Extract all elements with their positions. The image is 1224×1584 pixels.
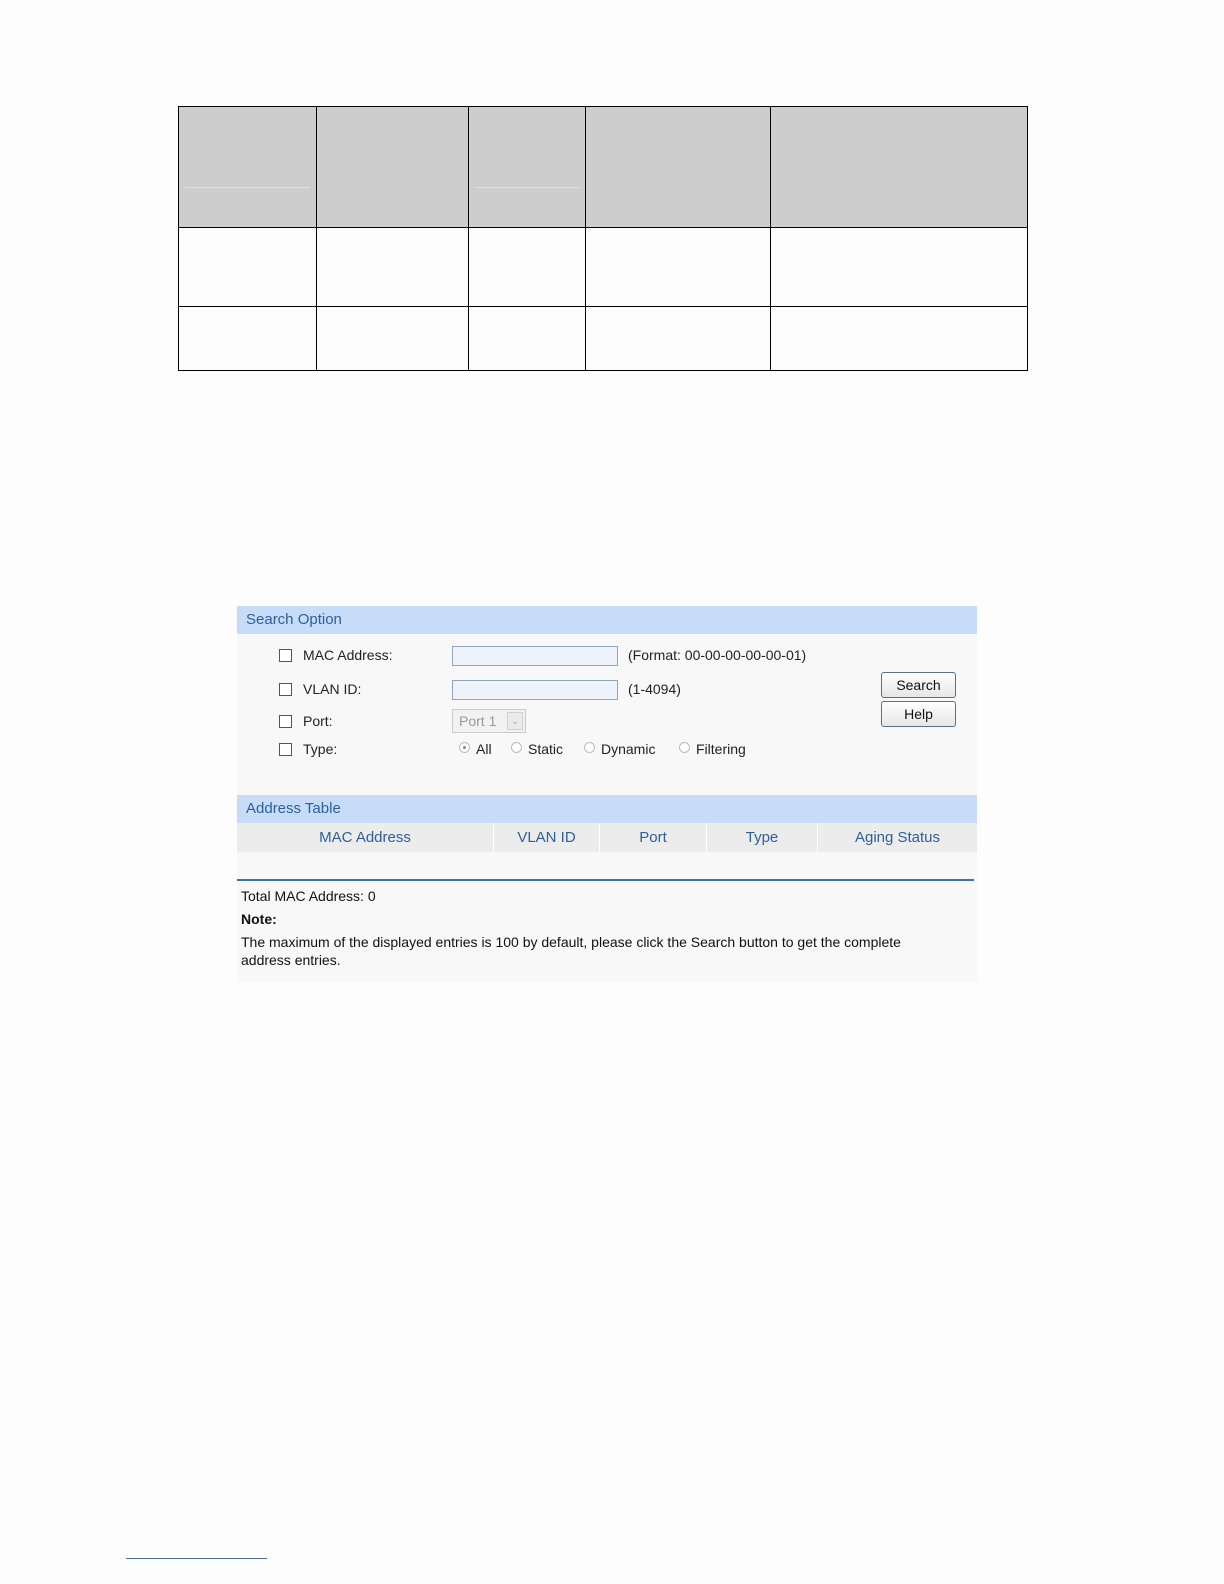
radio-icon[interactable] [511, 742, 522, 753]
chevron-down-icon[interactable]: ⌄ [507, 712, 523, 730]
radio-icon[interactable] [679, 742, 690, 753]
document-table-header-cell [586, 107, 771, 228]
help-button[interactable]: Help [881, 701, 956, 727]
search-option-title: Search Option [237, 606, 977, 634]
type-radio-static-label: Static [528, 741, 564, 757]
port-select[interactable] [452, 709, 526, 733]
document-table-header-cell [771, 107, 1028, 228]
document-table [178, 106, 1028, 371]
type-radio-all-label: All [476, 741, 492, 757]
column-header-aging-status: Aging Status [854, 829, 941, 846]
port-label: Port: [303, 713, 333, 729]
type-label: Type: [303, 741, 338, 757]
document-table-row [179, 307, 1028, 371]
divider [237, 879, 974, 881]
note-text-line2: address entries. [241, 952, 341, 968]
vlan-id-range-hint: (1-4094) [628, 681, 681, 697]
column-header-vlan-id: VLAN ID [517, 829, 576, 846]
mac-address-format-hint: (Format: 00-00-00-00-00-01) [628, 647, 807, 663]
radio-icon[interactable] [584, 742, 595, 753]
radio-icon[interactable] [459, 742, 470, 753]
address-table-header [237, 823, 977, 852]
document-table-row [179, 228, 1028, 307]
mac-address-checkbox[interactable] [279, 649, 292, 662]
mac-address-input[interactable] [452, 646, 618, 666]
vlan-id-label: VLAN ID: [303, 681, 362, 697]
type-radio-filtering-label: Filtering [696, 741, 746, 757]
document-table-header-cell [179, 107, 317, 228]
type-row [237, 740, 977, 762]
note-label: Note: [241, 911, 277, 927]
port-select-value: Port 1 [459, 713, 497, 729]
document-table-header-cell [317, 107, 469, 228]
mac-address-panel [237, 606, 977, 982]
search-button[interactable]: Search [881, 672, 956, 698]
vlan-id-input[interactable] [452, 680, 618, 700]
column-header-port: Port [639, 829, 667, 846]
footnote-separator [126, 1558, 267, 1559]
column-header-mac-address: MAC Address [319, 829, 411, 846]
address-table-title: Address Table [237, 795, 977, 823]
mac-address-label: MAC Address: [303, 647, 393, 663]
vlan-id-checkbox[interactable] [279, 683, 292, 696]
type-radio-dynamic-label: Dynamic [601, 741, 656, 757]
port-checkbox[interactable] [279, 715, 292, 728]
note-text-line1: The maximum of the displayed entries is 100 by default, please click the Search button to get the complete [241, 934, 901, 950]
total-mac-address: Total MAC Address: 0 [241, 888, 376, 904]
column-header-type: Type [745, 829, 779, 846]
type-checkbox[interactable] [279, 743, 292, 756]
mac-address-row [237, 646, 977, 668]
vlan-id-row [237, 680, 977, 702]
document-table-header-row [179, 107, 1028, 228]
port-row [237, 712, 977, 734]
document-table-header-cell [469, 107, 586, 228]
